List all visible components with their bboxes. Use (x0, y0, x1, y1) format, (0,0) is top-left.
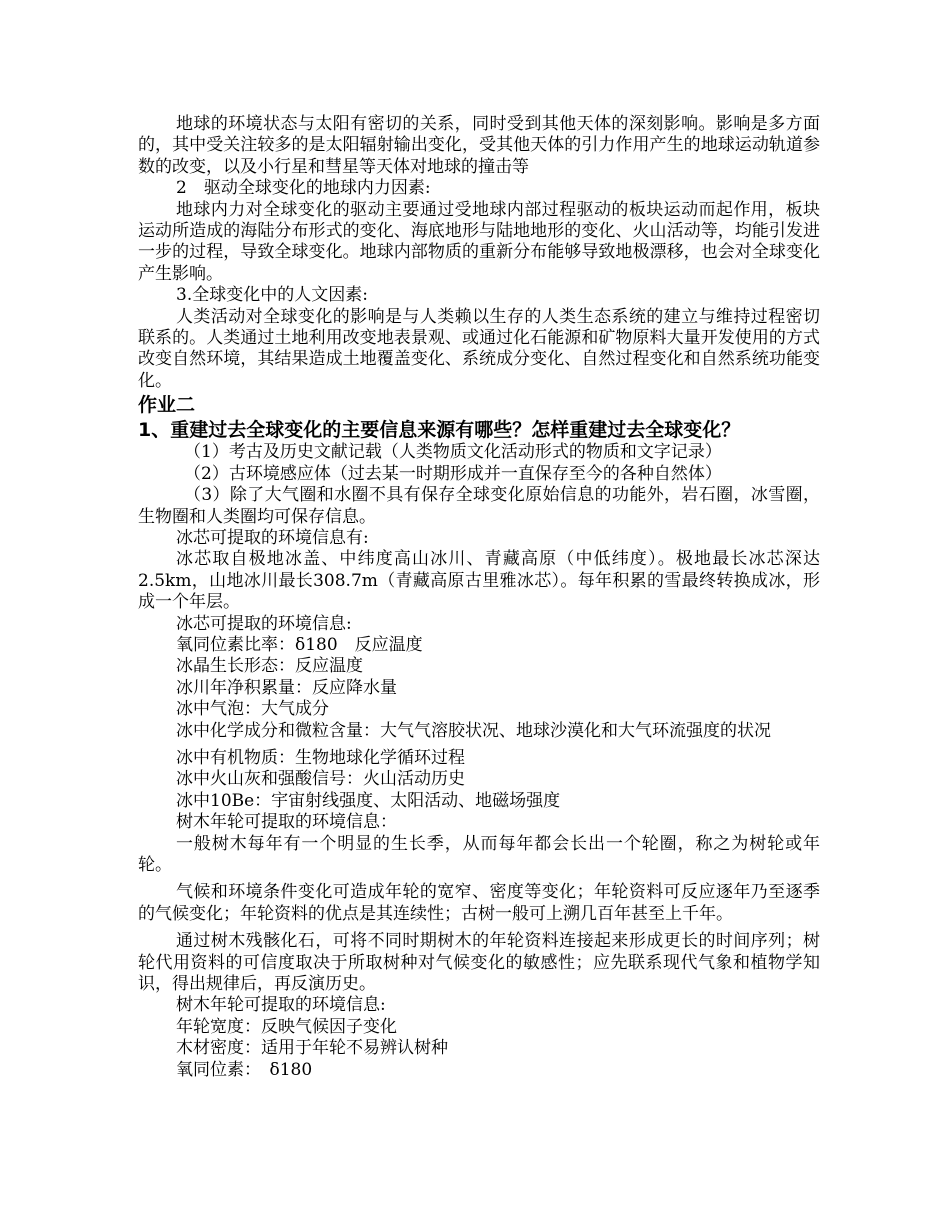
paragraph-internal-forces: 地球内力对全球变化的驱动主要通过受地球内部过程驱动的板块运动而起作用，板块运动所造成的海陆分布形式的变化、海底地形与陆地地形的变化、火山活动等，均能引发进一步的过程，导致全球变化。地球内部物质的重新分布能够导致地极漂移，也会对全球变化产生影响。 (138, 199, 820, 284)
tree-ring-list-item: 年轮宽度：反映气候因子变化 (176, 1016, 397, 1037)
tree-ring-paragraph: 气候和环境条件变化可造成年轮的宽窄、密度等变化；年轮资料可反应逐年乃至逐季的气候变化；年轮资料的优点是其连续性；古树一般可上溯几百年甚至上千年。 (138, 882, 820, 924)
source-item: （1）考古及历史文献记载（人类物质文化活动形式的物质和文字记录） (184, 442, 722, 463)
tree-ring-heading: 树木年轮可提取的环境信息： (176, 812, 397, 833)
tree-ring-paragraph: 一般树木每年有一个明显的生长季，从而每年都会长出一个轮圈，称之为树轮或年轮。 (138, 833, 820, 875)
tree-ring-heading-2: 树木年轮可提取的环境信息: (176, 995, 386, 1016)
assignment-title: 作业二 (138, 394, 196, 417)
ice-core-list-item: 冰川年净积累量：反应降水量 (176, 677, 397, 698)
ice-core-list-item: 冰中气泡：大气成分 (176, 699, 329, 720)
question-heading: 1、重建过去全球变化的主要信息来源有哪些？怎样重建过去全球变化？ (138, 419, 741, 442)
source-item: （2）古环境感应体（过去某一时期形成并一直保存至今的各种自然体） (184, 463, 722, 484)
ice-core-list-item: 冰晶生长形态：反应温度 (176, 656, 363, 677)
tree-ring-paragraph: 通过树木残骸化石，可将不同时期树木的年轮资料连接起来形成更长的时间序列；树轮代用资料的可信度取决于所取树种对气候变化的敏感性；应先联系现代气象和植物学知识，得出规律后，再反演历史。 (138, 931, 820, 995)
source-item: （3）除了大气圈和水圈不具有保存全球变化原始信息的功能外，岩石圈，冰雪圈，生物圈和人类圈均可保存信息。 (138, 485, 820, 527)
ice-core-heading-2: 冰芯可提取的环境信息: (176, 613, 352, 634)
ice-core-list-item: 冰中火山灰和强酸信号：火山活动历史 (176, 769, 465, 790)
tree-ring-list-item: 氧同位素： δ180 (176, 1059, 313, 1080)
ice-core-list-item: 氧同位素比率：δ180 反应温度 (176, 634, 423, 655)
subheading-internal-forces: 2 驱动全球变化的地球内力因素: (176, 178, 431, 199)
ice-core-list-item: 冰中有机物质：生物地球化学循环过程 (176, 747, 465, 768)
ice-core-heading: 冰芯可提取的环境信息有: (176, 527, 369, 548)
tree-ring-list-item: 木材密度：适用于年轮不易辨认树种 (176, 1038, 448, 1059)
ice-core-list-item: 冰中化学成分和微粒含量：大气气溶胶状况、地球沙漠化和大气环流强度的状况 (176, 720, 771, 741)
ice-core-list-item: 冰中10Be：宇宙射线强度、太阳活动、地磁场强度 (176, 790, 561, 811)
subheading-human-factors: 3.全球变化中的人文因素: (176, 285, 368, 306)
ice-core-paragraph: 冰芯取自极地冰盖、中纬度高山冰川、青藏高原（中低纬度）。极地最长冰芯深达2.5km，山地冰川最长308.7m（青藏高原古里雅冰芯）。每年积累的雪最终转换成冰，形成一个年层。 (138, 549, 820, 613)
paragraph-human-factors: 人类活动对全球变化的影响是与人类赖以生存的人类生态系统的建立与维持过程密切联系的。人类通过土地利用改变地表景观、或通过化石能源和矿物原料大量开发使用的方式改变自然环境，其结果造成土地覆盖变化、系统成分变化、自然过程变化和自然系统功能变化。 (138, 306, 820, 391)
paragraph-sun-influence: 地球的环境状态与太阳有密切的关系，同时受到其他天体的深刻影响。影响是多方面的，其中受关注较多的是太阳辐射输出变化，受其他天体的引力作用产生的地球运动轨道参数的改变，以及小行星和彗星等天体对地球的撞击等 (138, 114, 820, 177)
